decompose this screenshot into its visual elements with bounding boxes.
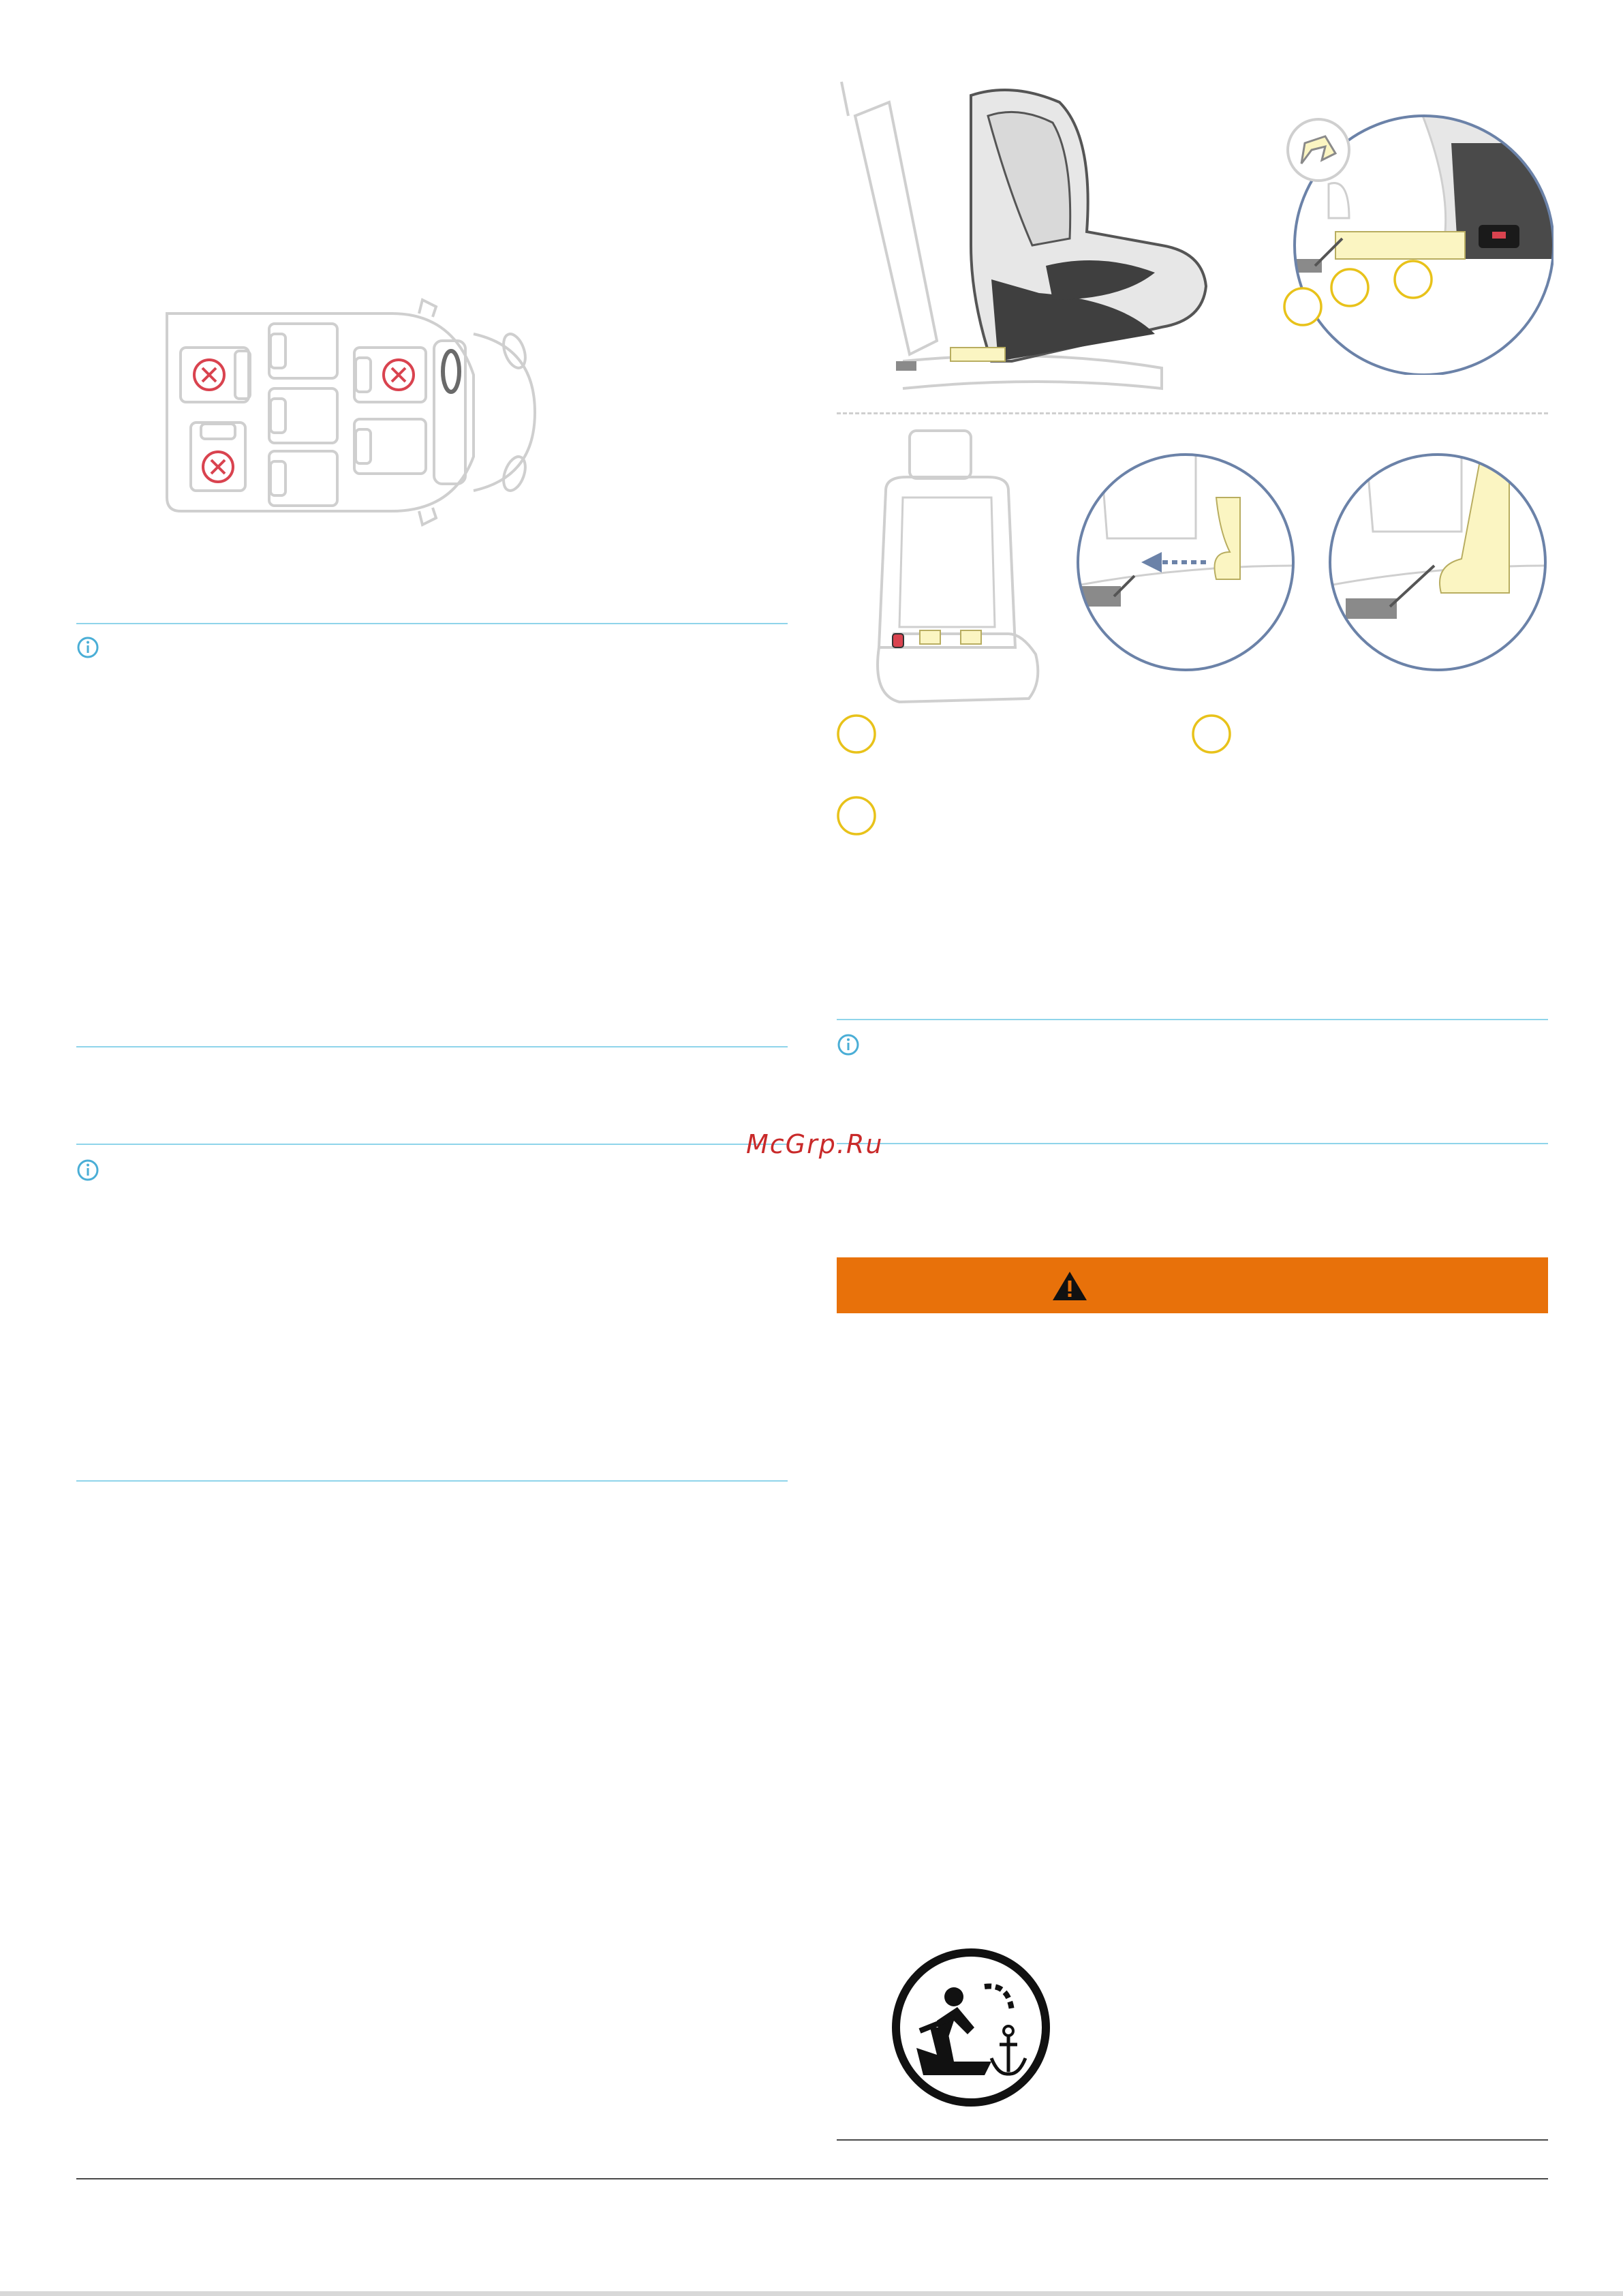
step-callout-1 — [835, 712, 878, 756]
seat-rear-left-not-allowed — [181, 348, 250, 402]
warning-triangle-icon — [1051, 1270, 1088, 1302]
steering-wheel-icon — [443, 351, 459, 392]
vehicle-seat-front-view-illustration — [872, 423, 1063, 709]
watermark: McGrp.Ru — [746, 1129, 884, 1159]
section-divider-3 — [76, 1144, 788, 1145]
child-seat-side-view-illustration — [835, 75, 1243, 395]
info-icon — [837, 1033, 860, 1056]
dashed-separator — [837, 412, 1548, 414]
scan-edge-strip — [0, 2291, 1623, 2296]
info-icon — [76, 1159, 99, 1182]
callout-3 — [1391, 258, 1435, 301]
callout-1 — [1281, 285, 1325, 328]
section-divider-2 — [76, 1046, 788, 1047]
connector-engaged-zoom — [1325, 450, 1550, 675]
right-column-end-rule — [837, 2139, 1548, 2141]
vehicle-seating-diagram — [153, 293, 542, 532]
section-divider-6 — [837, 1143, 1548, 1144]
connector-insertion-zoom — [1073, 450, 1298, 675]
page-bottom-rule — [76, 2178, 1548, 2179]
seat-front-passenger-not-allowed — [354, 348, 426, 402]
info-icon — [76, 636, 99, 659]
warning-header-bar — [837, 1257, 1548, 1313]
step-callout-3 — [835, 794, 878, 838]
callout-2 — [1328, 266, 1372, 309]
step-callout-2 — [1190, 712, 1233, 756]
section-divider-4 — [76, 1480, 788, 1482]
section-divider-1 — [76, 623, 788, 624]
isofix-child-seat-anchor-icon — [889, 1946, 1053, 2109]
section-divider-5 — [837, 1019, 1548, 1020]
connector-symbol-icon — [1284, 116, 1352, 184]
seat-rear-left-2-not-allowed — [191, 423, 245, 491]
